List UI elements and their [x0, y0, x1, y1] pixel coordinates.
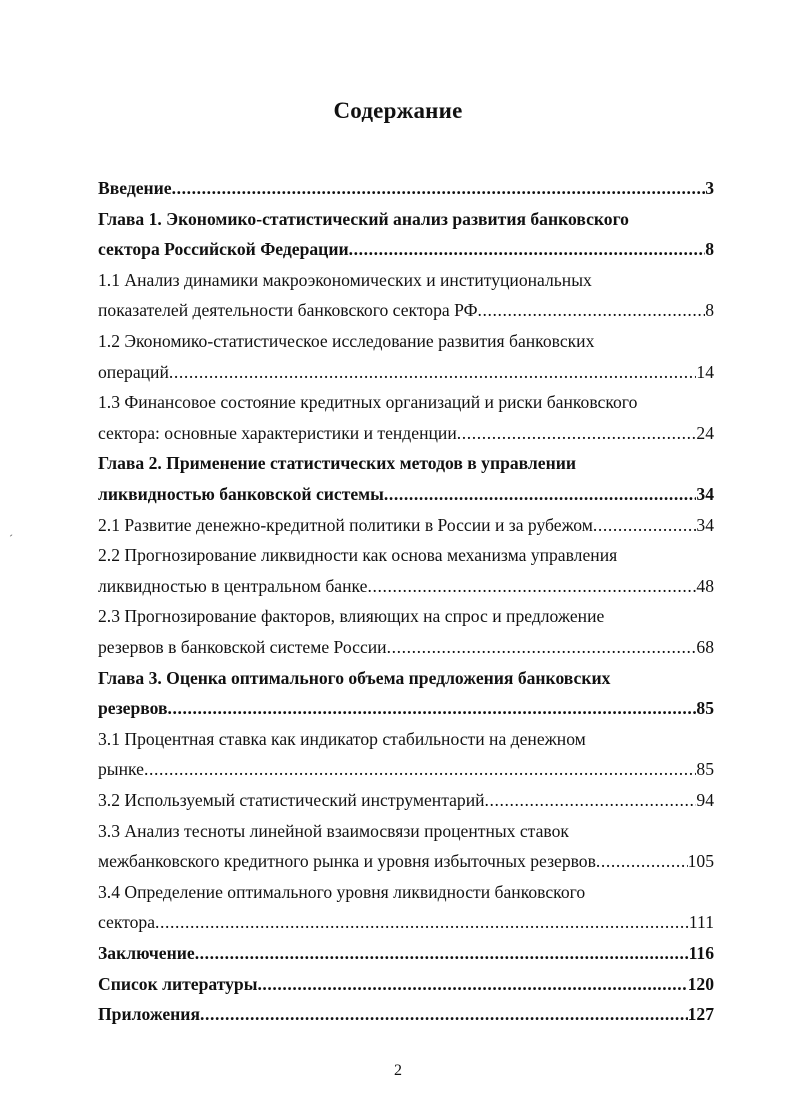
toc-entry — [98, 604, 714, 628]
toc-entry-page: 120 — [687, 974, 714, 994]
toc-entry-title: 3.2 Используемый статистический инструментарий — [98, 790, 485, 810]
toc-entry-title: 1.2 Экономико-статистическое исследование развития банковских — [98, 331, 595, 351]
toc-entry-title: 2.3 Прогнозирование факторов, влияющих на спрос и предложение — [98, 606, 605, 626]
toc-entry-title: ликвидностью банковской системы — [98, 484, 384, 504]
toc-entry-title: 1.3 Финансовое состояние кредитных организаций и риски банковского — [98, 392, 638, 412]
toc-dot-leader — [195, 941, 689, 965]
toc-entry — [98, 176, 714, 200]
toc-entry — [98, 513, 714, 537]
page-title: Содержание — [333, 98, 463, 123]
toc-entry — [98, 298, 714, 322]
toc-entry-title: 3.1 Процентная ставка как индикатор стабильности на денежном — [98, 729, 586, 749]
toc-entry-title: 2.1 Развитие денежно-кредитной политики в России и за рубежом — [98, 515, 593, 535]
toc-entry — [98, 421, 714, 445]
toc-entry — [98, 390, 714, 414]
page-number: 2 — [394, 1062, 402, 1079]
toc-entry-page: 68 — [696, 637, 714, 657]
toc-entry-title: ликвидностью в центральном банке — [98, 576, 368, 596]
toc-dot-leader — [384, 482, 697, 506]
toc-dot-leader — [387, 635, 697, 659]
toc-entry-page: 116 — [688, 943, 714, 963]
toc-entry-title: сектора: основные характеристики и тенденции — [98, 423, 457, 443]
toc-entry — [98, 207, 714, 231]
toc-dot-leader — [172, 176, 706, 200]
toc-dot-leader — [485, 788, 697, 812]
toc-entry-title: 1.1 Анализ динамики макроэкономических и институциональных — [98, 270, 592, 290]
toc-dot-leader — [200, 1002, 688, 1026]
toc-entry — [98, 941, 714, 965]
toc-entry-page: 85 — [696, 759, 714, 779]
toc-entry-page: 24 — [696, 423, 714, 443]
toc-dot-leader — [593, 513, 697, 537]
toc-entry — [98, 237, 714, 261]
toc-entry — [98, 849, 714, 873]
toc-entry-title: 3.3 Анализ тесноты линейной взаимосвязи процентных ставок — [98, 821, 569, 841]
toc-entry-title: сектора Российской Федерации — [98, 239, 349, 259]
toc-entry-title: Глава 2. Применение статистических методов в управлении — [98, 453, 577, 473]
toc-entry-page: 8 — [705, 239, 714, 259]
toc-entry-page: 34 — [696, 515, 714, 535]
toc-dot-leader — [367, 574, 696, 598]
toc-entry — [98, 972, 714, 996]
toc-entry-title: Введение — [98, 178, 172, 198]
toc-entry-title: Глава 3. Оценка оптимального объема предложения банковских — [98, 668, 611, 688]
toc-entry-title: межбанковского кредитного рынка и уровня избыточных резервов — [98, 851, 596, 871]
toc-entry — [98, 1002, 714, 1026]
toc-entry-page: 111 — [688, 912, 714, 932]
toc-entry — [98, 727, 714, 751]
toc-entry-title: Заключение — [98, 943, 195, 963]
toc-entry — [98, 482, 714, 506]
toc-entry-title: резервов — [98, 698, 168, 718]
toc-entry-title: сектора — [98, 912, 156, 932]
toc-dot-leader — [155, 910, 689, 934]
toc-entry-page: 94 — [696, 790, 714, 810]
toc-entry-title: Глава 1. Экономико-статистический анализ развития банковского — [98, 209, 629, 229]
toc-entry — [98, 451, 714, 475]
toc-entry — [98, 757, 714, 781]
toc-entry-page: 85 — [696, 698, 714, 718]
toc-dot-leader — [596, 849, 688, 873]
toc-dot-leader — [144, 757, 696, 781]
toc-entry — [98, 329, 714, 353]
toc-entry-title: Список литературы — [98, 974, 258, 994]
toc-entry-page: 127 — [687, 1004, 714, 1024]
toc-entry — [98, 574, 714, 598]
toc-dot-leader — [168, 696, 697, 720]
toc-dot-leader — [477, 298, 705, 322]
toc-entry — [98, 880, 714, 904]
toc-entry — [98, 666, 714, 690]
toc-entry — [98, 696, 714, 720]
toc-dot-leader — [349, 237, 706, 261]
toc-entry — [98, 788, 714, 812]
toc-entry-page: 14 — [696, 362, 714, 382]
toc-entry-title: рынке — [98, 759, 144, 779]
toc-dot-leader — [257, 972, 687, 996]
toc-entry — [98, 543, 714, 567]
toc-entry-title: Приложения — [98, 1004, 200, 1024]
toc-entry — [98, 910, 714, 934]
toc-entry-title: 3.4 Определение оптимального уровня ликвидности банковского — [98, 882, 586, 902]
toc-entry-title: 2.2 Прогнозирование ликвидности как основа механизма управления — [98, 545, 618, 565]
toc-entry-page: 8 — [705, 300, 714, 320]
toc-entry-page: 34 — [696, 484, 714, 504]
toc-entry — [98, 360, 714, 384]
toc-entry — [98, 635, 714, 659]
toc-entry-page: 48 — [696, 576, 714, 596]
scan-mark: ´ — [9, 532, 13, 546]
toc-entry — [98, 268, 714, 292]
toc-entry-title: показателей деятельности банковского сектора РФ — [98, 300, 478, 320]
toc-entry-page: 3 — [705, 178, 714, 198]
toc-entry — [98, 819, 714, 843]
toc-entry-title: резервов в банковской системе России — [98, 637, 387, 657]
toc-dot-leader — [457, 421, 697, 445]
toc-entry-page: 105 — [687, 851, 714, 871]
toc-entry-title: операций — [98, 362, 169, 382]
toc-dot-leader — [169, 360, 697, 384]
